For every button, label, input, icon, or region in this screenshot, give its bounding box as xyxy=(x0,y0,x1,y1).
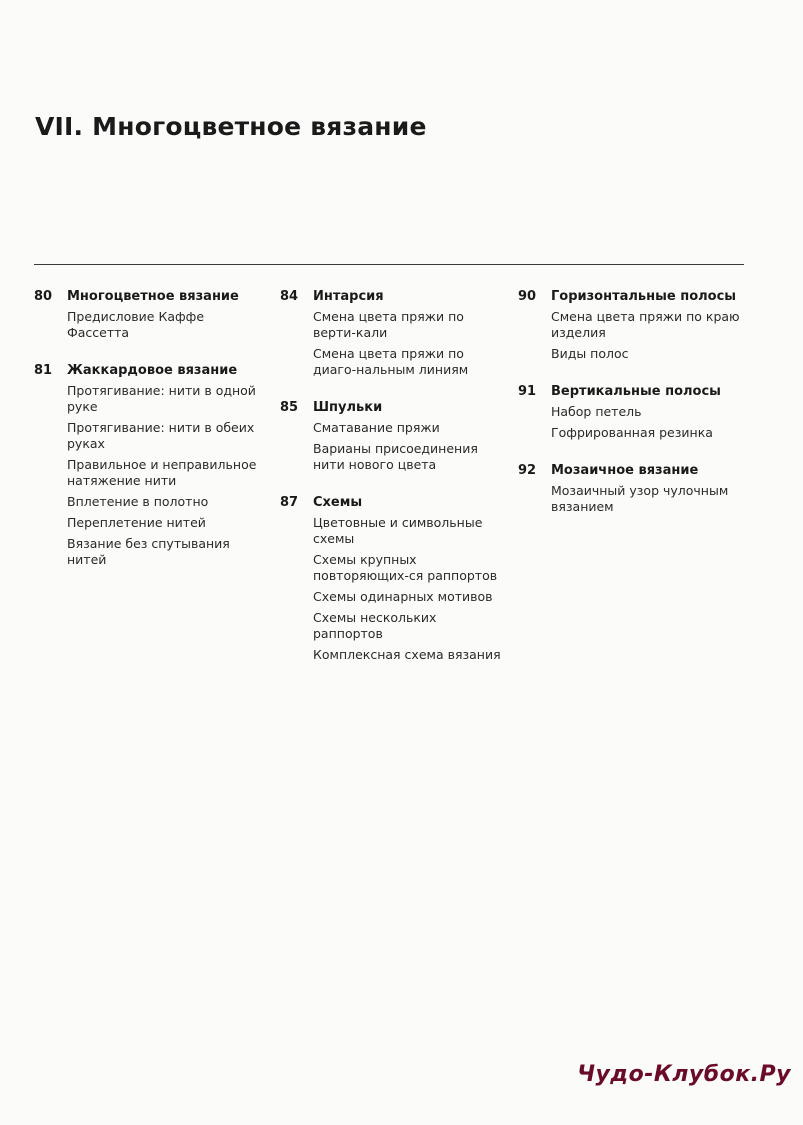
section-page-number: 92 xyxy=(518,463,537,478)
toc-subitem: Сматавание пряжи xyxy=(313,420,440,435)
toc-subitem: Схемы крупных повторяющих-ся раппортов xyxy=(313,552,498,583)
section-title: Шпульки xyxy=(313,400,383,415)
section-title: Схемы xyxy=(313,495,363,510)
section-page-number: 87 xyxy=(280,495,299,510)
toc-section xyxy=(280,399,510,473)
toc-subitem: Варианы присоединения нити нового цвета xyxy=(313,441,478,472)
toc-subitem: Вязание без спутывания нитей xyxy=(67,536,230,567)
toc-section xyxy=(34,288,264,341)
section-page-number: 84 xyxy=(280,289,299,304)
toc-section xyxy=(518,288,748,362)
toc-subitem: Смена цвета пряжи по краю изделия xyxy=(551,309,740,340)
toc-column-3 xyxy=(518,288,748,536)
section-title: Жаккардовое вязание xyxy=(67,363,238,378)
toc-column-2 xyxy=(280,288,510,684)
toc-section xyxy=(34,362,264,568)
toc-subitem: Набор петель xyxy=(551,404,642,419)
toc-subitem: Смена цвета пряжи по верти-кали xyxy=(313,309,464,340)
toc-subitem: Предисловие Каффе Фассетта xyxy=(67,309,205,340)
toc-subitem: Смена цвета пряжи по диаго-нальным линиям xyxy=(313,346,469,377)
header-divider xyxy=(34,264,744,265)
section-title: Мозаичное вязание xyxy=(551,463,699,478)
toc-subitem: Правильное и неправильное натяжение нити xyxy=(67,457,257,488)
toc-section xyxy=(280,288,510,378)
watermark-logo[interactable]: Чудо-Клубок.Ру xyxy=(577,1062,791,1087)
section-page-number: 91 xyxy=(518,384,537,399)
section-page-number: 90 xyxy=(518,289,537,304)
toc-subitem: Протягивание: нити в обеих руках xyxy=(67,420,255,451)
toc-subitem: Цветовные и символьные схемы xyxy=(313,515,483,546)
toc-subitem: Комплексная схема вязания xyxy=(313,647,501,662)
section-page-number: 85 xyxy=(280,400,299,415)
toc-subitem: Схемы нескольких раппортов xyxy=(313,610,437,641)
toc-subitem: Переплетение нитей xyxy=(67,515,206,530)
section-title: Горизонтальные полосы xyxy=(551,289,737,304)
toc-subitem: Мозаичный узор чулочным вязанием xyxy=(551,483,729,514)
toc-section xyxy=(280,494,510,663)
section-title: Многоцветное вязание xyxy=(67,289,239,304)
toc-section xyxy=(518,383,748,441)
section-page-number: 81 xyxy=(34,363,53,378)
toc-subitem: Протягивание: нити в одной руке xyxy=(67,383,256,414)
toc-subitem: Гофрированная резинка xyxy=(551,425,713,440)
toc-subitem: Виды полос xyxy=(551,346,629,361)
section-page-number: 80 xyxy=(34,289,53,304)
toc-subitem: Схемы одинарных мотивов xyxy=(313,589,493,604)
toc-subitem: Вплетение в полотно xyxy=(67,494,209,509)
toc-section xyxy=(518,462,748,515)
chapter-title: VII. Многоцветное вязание xyxy=(35,112,427,141)
section-title: Вертикальные полосы xyxy=(551,384,721,399)
section-title: Интарсия xyxy=(313,289,384,304)
toc-column-1 xyxy=(34,288,264,589)
